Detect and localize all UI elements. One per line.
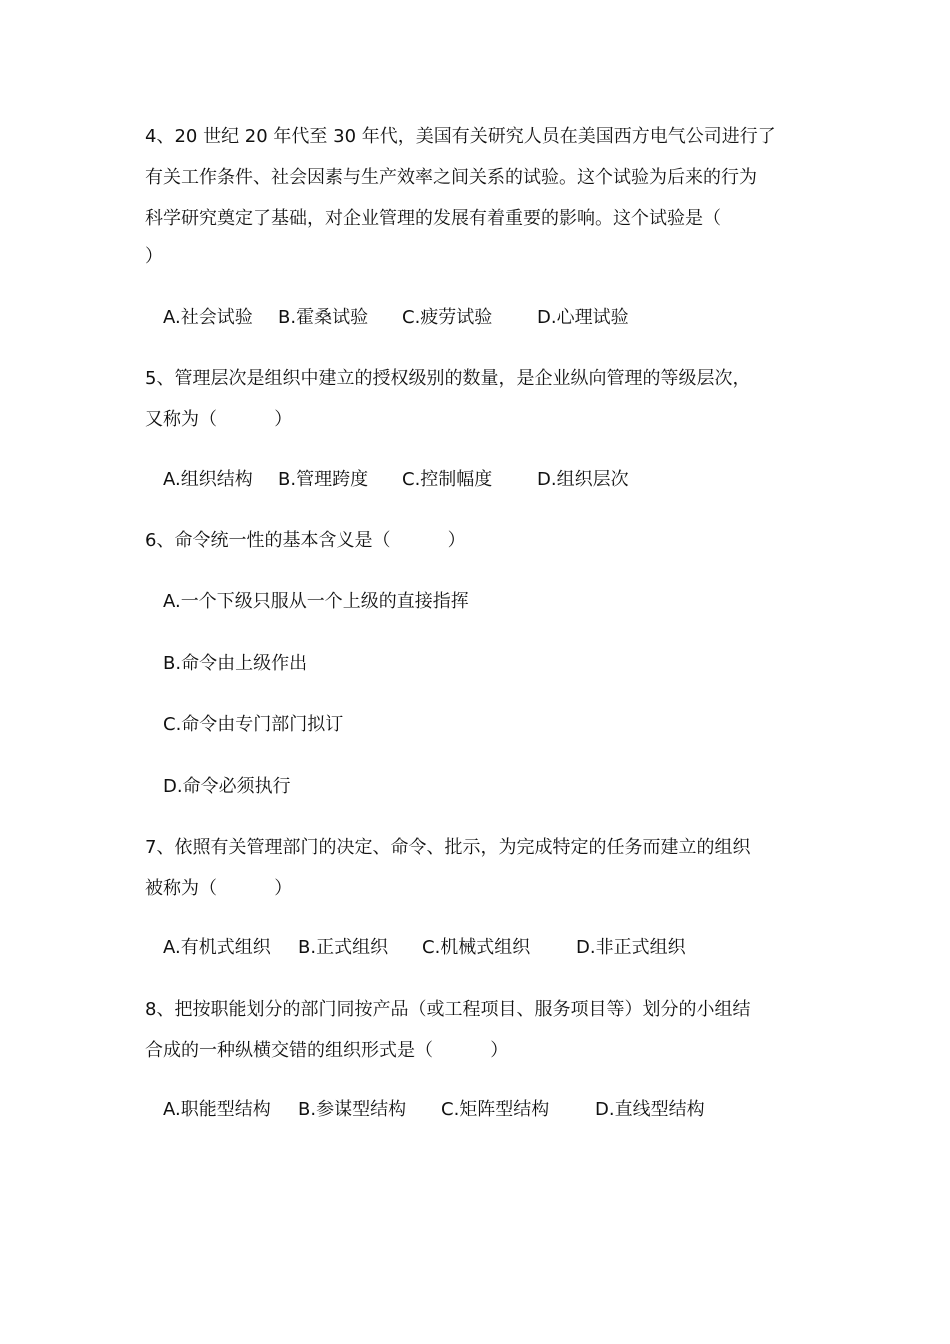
question-7-line-1: 7、依照有关管理部门的决定、命令、批示，为完成特定的任务而建立的组织 [145, 837, 751, 858]
question-4-option-c: C.疲劳试验 [402, 307, 493, 328]
question-6-option-c: C.命令由专门部门拟订 [163, 714, 344, 735]
question-5-option-b: B.管理跨度 [278, 469, 369, 490]
question-4-line-1: 4、20 世纪 20 年代至 30 年代，美国有关研究人员在美国西方电气公司进行了 [145, 126, 776, 147]
question-6-option-b: B.命令由上级作出 [163, 653, 308, 674]
question-5-option-d: D.组织层次 [537, 469, 629, 490]
question-4-option-d: D.心理试验 [537, 307, 629, 328]
question-8-option-b: B.参谋型结构 [298, 1099, 407, 1120]
question-4-line-4: ） [145, 246, 163, 267]
question-5-line-1: 5、管理层次是组织中建立的授权级别的数量，是企业纵向管理的等级层次， [145, 368, 751, 389]
question-4-option-b: B.霍桑试验 [278, 307, 369, 328]
question-5-option-a: A.组织结构 [163, 469, 253, 490]
question-7-line-2: 被称为（ ） [145, 878, 293, 899]
question-5-option-c: C.控制幅度 [402, 469, 493, 490]
question-8-line-2: 合成的一种纵横交错的组织形式是（ ） [145, 1040, 509, 1061]
question-6-line-1: 6、命令统一性的基本含义是（ ） [145, 530, 466, 551]
question-4-line-3: 科学研究奠定了基础，对企业管理的发展有着重要的影响。这个试验是（ [145, 208, 721, 229]
question-8-option-a: A.职能型结构 [163, 1099, 271, 1120]
question-6-option-a: A.一个下级只服从一个上级的直接指挥 [163, 591, 469, 612]
question-7-option-d: D.非正式组织 [576, 937, 686, 958]
question-8-option-c: C.矩阵型结构 [441, 1099, 550, 1120]
question-8-line-1: 8、把按职能划分的部门同按产品（或工程项目、服务项目等）划分的小组结 [145, 999, 751, 1020]
question-8-option-d: D.直线型结构 [595, 1099, 705, 1120]
question-5-line-2: 又称为（ ） [145, 409, 293, 430]
question-6-option-d: D.命令必须执行 [163, 776, 291, 797]
question-7-option-b: B.正式组织 [298, 937, 389, 958]
question-4-option-a: A.社会试验 [163, 307, 253, 328]
question-4-line-2: 有关工作条件、社会因素与生产效率之间关系的试验。这个试验为后来的行为 [145, 167, 757, 188]
question-7-option-a: A.有机式组织 [163, 937, 271, 958]
question-7-option-c: C.机械式组织 [422, 937, 531, 958]
